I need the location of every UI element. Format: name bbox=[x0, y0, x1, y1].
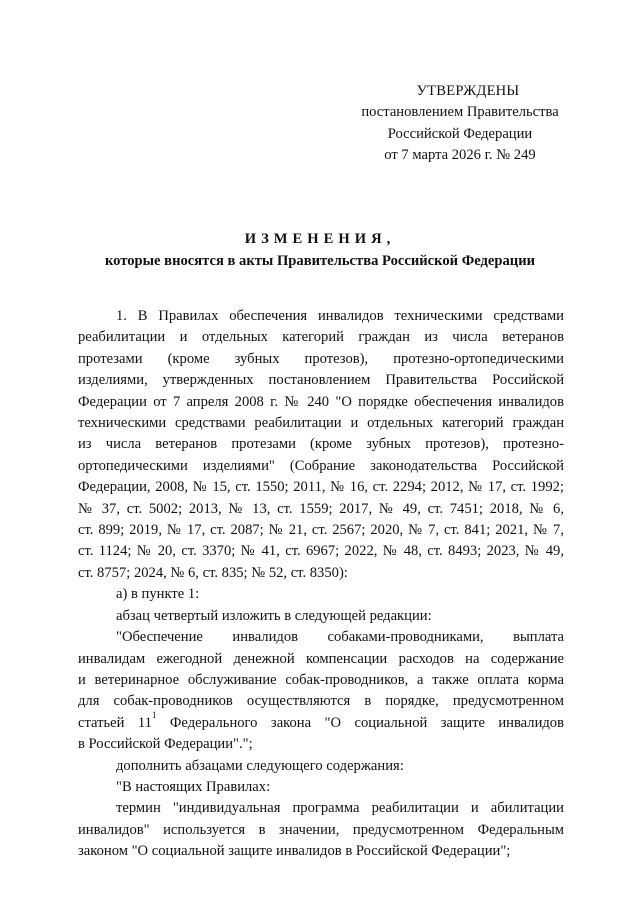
para1-line: из числа ветеранов протезами (кроме зубных протезов), протезно- bbox=[78, 436, 564, 453]
para1-line: техническими средствами реабилитации и отдельных категорий граждан bbox=[78, 415, 564, 432]
para1-line: протезами (кроме зубных протезов), протезно-ортопедическими bbox=[78, 350, 564, 367]
approval-heading: УТВЕРЖДЕНЫ bbox=[416, 83, 520, 99]
para1-line: 1. В Правилах обеспечения инвалидов техническими средствами bbox=[116, 308, 564, 324]
abzac-4-instruction: абзац четвертый изложить в следующей редакции: bbox=[116, 607, 432, 624]
para1-line: реабилитации и отдельных категорий граждан из числа ветеранов bbox=[78, 329, 564, 346]
approval-line-1: постановлением Правительства bbox=[361, 104, 559, 121]
add-paragraphs-instruction: дополнить абзацами следующего содержания: bbox=[116, 757, 404, 774]
para1-line: изделиями, утвержденных постановлением Правительства Российской bbox=[78, 372, 564, 389]
quote-last-line: в Российской Федерации"."; bbox=[78, 736, 253, 753]
approval-line-3: от 7 марта 2026 г. № 249 bbox=[384, 147, 536, 164]
para1-line: ортопедическими изделиями" (Собрание законодательства Российской bbox=[78, 457, 564, 474]
para1-line: № 37, ст. 5002; 2013, № 13, ст. 1559; 2017, № 49, ст. 7451; 2018, № 6, bbox=[78, 500, 564, 517]
quote-line: инвалидам ежегодной денежной компенсации расходов на содержание bbox=[78, 650, 564, 667]
approval-line-2: Российской Федерации bbox=[387, 125, 533, 142]
para1-line: ст. 1124; № 20, ст. 3370; № 41, ст. 6967; 2022, № 48, ст. 8493; 2023, № 49, bbox=[78, 543, 564, 560]
in-rules-line: "В настоящих Правилах: bbox=[116, 778, 271, 795]
approval-block bbox=[340, 81, 580, 167]
para1-line: Федерации от 7 апреля 2008 г. № 240 "О порядке обеспечения инвалидов bbox=[78, 393, 564, 410]
article-superscript: 1 bbox=[151, 709, 157, 720]
quote-line: для собак-проводников осуществляются в порядке, предусмотренном bbox=[78, 693, 564, 710]
quote-article-line bbox=[78, 709, 564, 734]
quote-article-pre: статьей 11 bbox=[78, 714, 152, 731]
document-title: ИЗМЕНЕНИЯ, bbox=[244, 231, 396, 247]
item-a: а) в пункте 1: bbox=[116, 586, 200, 603]
para1-line: ст. 899; 2019, № 17, ст. 2087; № 21, ст. 2567; 2020, № 7, ст. 841; 2021, № 7, bbox=[78, 522, 564, 539]
quote-line: и ветеринарное обслуживание собак-проводников, а также оплата корма bbox=[78, 671, 564, 688]
para1-line: ст. 8757; 2024, № 6, ст. 835; № 52, ст. 8350): bbox=[78, 564, 348, 581]
term-line: инвалидов" используется в значении, предусмотренном Федеральным bbox=[78, 821, 564, 838]
document-subtitle: которые вносятся в акты Правительства Российской Федерации bbox=[104, 253, 536, 269]
quote-line: "Обеспечение инвалидов собаками-проводниками, выплата bbox=[116, 629, 564, 646]
document-body bbox=[78, 306, 564, 863]
para1-line: Федерации, 2008, № 15, ст. 1550; 2011, № 16, ст. 2294; 2012, № 17, ст. 1992; bbox=[78, 479, 564, 496]
quote-article-post: Федерального закона "О социальной защите инвалидов bbox=[156, 714, 564, 731]
term-line: законом "О социальной защите инвалидов в Российской Федерации"; bbox=[78, 843, 511, 860]
term-line: термин "индивидуальная программа реабилитации и абилитации bbox=[116, 800, 564, 817]
